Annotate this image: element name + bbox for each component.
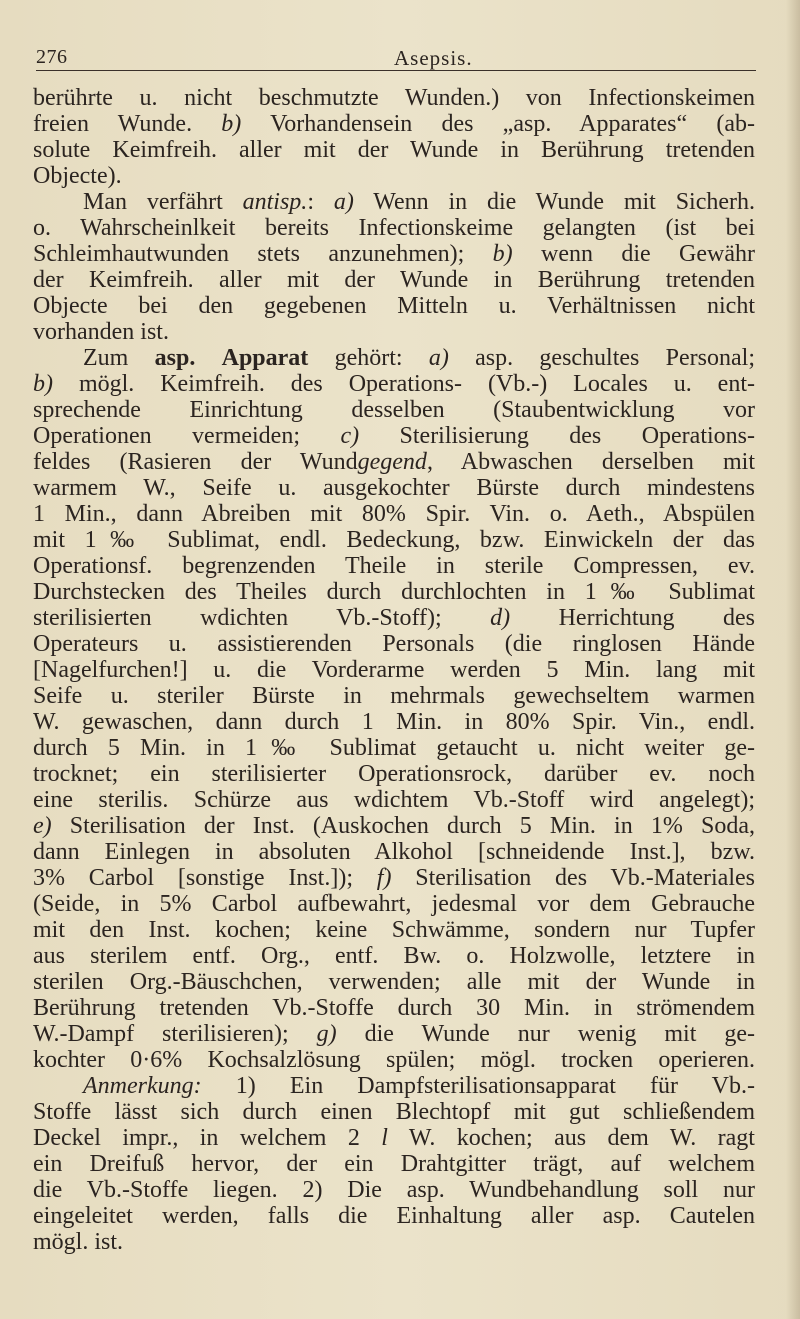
text-line	[33, 293, 755, 319]
text-segment: W. gewaschen, dann durch 1 Min. in 80% Spir. Vin., endl.	[33, 709, 755, 735]
text-line	[33, 111, 755, 137]
text-segment: die Vb.-Stoffe liegen. 2) Die asp. Wundbehandlung soll nur	[33, 1177, 755, 1203]
text-segment: gegend	[357, 449, 427, 475]
text-line	[33, 1073, 755, 1099]
text-segment: , Abwaschen derselben mit	[426, 449, 755, 475]
text-line	[33, 85, 755, 111]
text-line	[33, 891, 755, 917]
text-segment: Operationsf. begrenzenden Theile in sterile Compressen, ev.	[33, 553, 755, 579]
text-segment: mögl. ist.	[33, 1229, 124, 1255]
text-segment: l	[381, 1125, 388, 1151]
text-segment: Sterilisation des Vb.-Materiales	[391, 865, 755, 891]
text-segment: sprechende Einrichtung desselben (Staubentwicklung vor	[33, 397, 755, 423]
text-segment: aus sterilem entf. Org., entf. Bw. o. Holzwolle, letztere in	[33, 943, 755, 969]
text-line	[33, 631, 755, 657]
body-text	[33, 85, 755, 1255]
text-line	[33, 995, 755, 1021]
text-segment: b)	[221, 111, 242, 137]
text-line	[33, 579, 755, 605]
text-segment: Apparat	[221, 345, 309, 371]
running-title: Asepsis.	[394, 46, 473, 70]
text-segment: asp. geschultes Personal;	[448, 345, 755, 371]
text-segment: b)	[33, 371, 53, 397]
text-line	[33, 839, 755, 865]
text-segment: Objecte bei den gegebenen Mitteln u. Verhältnissen nicht	[33, 293, 755, 319]
text-segment: Berührung tretenden Vb.-Stoffe durch 30 Min. in strömendem	[33, 995, 755, 1021]
text-line	[33, 1021, 755, 1047]
text-line	[33, 501, 755, 527]
text-segment: antisp.	[242, 189, 308, 215]
text-line	[33, 267, 755, 293]
text-segment: o. Wahrscheinlkeit bereits Infectionskeime gelangten (ist bei	[33, 215, 755, 241]
text-line	[33, 137, 755, 163]
text-line	[33, 969, 755, 995]
text-line	[33, 1125, 755, 1151]
text-line	[33, 709, 755, 735]
text-line	[33, 163, 755, 189]
text-line	[33, 449, 755, 475]
text-segment: Schleimhautwunden stets anzunehmen);	[33, 241, 493, 267]
text-segment: Deckel impr., in welchem 2	[33, 1125, 382, 1151]
text-line	[33, 605, 755, 631]
text-segment: 1) Ein Dampfsterilisationsapparat für Vb.-	[201, 1073, 755, 1099]
text-segment: Man verfährt	[83, 189, 243, 215]
text-segment: Stoffe lässt sich durch einen Blechtopf mit gut schließendem	[33, 1099, 755, 1125]
text-segment: Operateurs u. assistierenden Personals (die ringlosen Hände	[33, 631, 755, 657]
text-segment: Objecte).	[33, 163, 122, 189]
text-line	[33, 423, 755, 449]
text-segment: trocknet; ein sterilisierter Operationsrock, darüber ev. noch	[33, 761, 755, 787]
text-segment: 1 Min., dann Abreiben mit 80% Spir. Vin. o. Aeth., Abspülen	[33, 501, 755, 527]
text-segment: gehört:	[308, 345, 429, 371]
text-segment: Zum	[83, 345, 155, 371]
text-segment: sterilen Org.-Bäuschchen, verwenden; alle mit der Wunde in	[33, 969, 755, 995]
text-line	[33, 189, 755, 215]
text-segment: berührte u. nicht beschmutzte Wunden.) von Infectionskeimen	[33, 85, 755, 111]
text-line	[33, 553, 755, 579]
text-line	[33, 475, 755, 501]
page-edge-shadow	[786, 0, 800, 1319]
text-line	[33, 1099, 755, 1125]
text-segment: der Keimfreih. aller mit der Wunde in Berührung tretenden	[33, 267, 755, 293]
text-line	[33, 1203, 755, 1229]
text-segment: sterilisierten wdichten Vb.-Stoff);	[33, 605, 491, 631]
text-line	[33, 943, 755, 969]
text-segment: Durchstecken des Theiles durch durchlochten in 1‰ Sublimat	[33, 579, 755, 605]
text-line	[33, 371, 755, 397]
text-segment: e)	[33, 813, 52, 839]
text-segment: b)	[492, 241, 513, 267]
text-segment: c)	[340, 423, 360, 449]
text-line	[33, 1047, 755, 1073]
text-line	[33, 865, 755, 891]
text-segment: (Seide, in 5% Carbol aufbewahrt, jedesmal vor dem Gebrauche	[33, 891, 755, 917]
text-segment: Sterilisierung des Operations-	[359, 423, 755, 449]
text-segment: [Nagelfurchen!] u. die Vorderarme werden 5 Min. lang mit	[33, 657, 755, 683]
text-segment: mögl. Keimfreih. des Operations- (Vb.-) Locales u. ent-	[53, 371, 755, 397]
text-segment: d)	[490, 605, 511, 631]
text-segment: Anmerkung:	[83, 1073, 202, 1099]
text-segment: g)	[316, 1021, 337, 1047]
text-segment: eingeleitet werden, falls die Einhaltung aller asp. Cautelen	[33, 1203, 755, 1229]
text-segment: a)	[428, 345, 449, 371]
text-segment: 3% Carbol [sonstige Inst.]);	[33, 865, 377, 891]
text-line	[33, 735, 755, 761]
text-segment: die Wunde nur wenig mit ge-	[336, 1021, 755, 1047]
text-line	[33, 787, 755, 813]
text-segment: kochter 0·6% Kochsalzlösung spülen; mögl. trocken operieren.	[33, 1047, 755, 1073]
text-line	[33, 1229, 755, 1255]
text-segment: a)	[333, 189, 354, 215]
text-line	[33, 1177, 755, 1203]
text-segment: Wenn in die Wunde mit Sicherh.	[353, 189, 755, 215]
text-segment: Vorhandensein des „asp. Apparates“ (ab-	[241, 111, 755, 137]
text-line	[33, 397, 755, 423]
text-segment	[195, 345, 221, 371]
text-segment: dann Einlegen in absoluten Alkohol [schneidende Inst.], bzw.	[33, 839, 755, 865]
text-line	[33, 345, 755, 371]
text-segment: :	[307, 189, 334, 215]
text-line	[33, 527, 755, 553]
text-segment: W. kochen; aus dem W. ragt	[387, 1125, 755, 1151]
text-segment: Seife u. steriler Bürste in mehrmals gewechseltem warmen	[33, 683, 755, 709]
text-segment: freien Wunde.	[33, 111, 222, 137]
text-segment: Operationen vermeiden;	[33, 423, 341, 449]
text-line	[33, 215, 755, 241]
text-segment: warmem W., Seife u. ausgekochter Bürste durch mindestens	[33, 475, 755, 501]
text-segment: Sterilisation der Inst. (Auskochen durch 5 Min. in 1% Soda,	[51, 813, 755, 839]
text-segment: solute Keimfreih. aller mit der Wunde in Berührung tretenden	[33, 137, 755, 163]
text-segment: eine sterilis. Schürze aus wdichtem Vb.-Stoff wird angelegt);	[33, 787, 755, 813]
text-line	[33, 761, 755, 787]
page-header	[36, 44, 756, 71]
page-number: 276	[36, 46, 68, 68]
text-segment: W.-Dampf sterilisieren);	[33, 1021, 317, 1047]
text-segment: asp.	[154, 345, 196, 371]
text-line	[33, 813, 755, 839]
text-segment: Herrichtung des	[510, 605, 755, 631]
text-line	[33, 241, 755, 267]
text-segment: f)	[376, 865, 392, 891]
text-line	[33, 683, 755, 709]
text-segment: durch 5 Min. in 1‰ Sublimat getaucht u. nicht weiter ge-	[33, 735, 755, 761]
text-segment: vorhanden ist.	[33, 319, 169, 345]
text-line	[33, 657, 755, 683]
text-line	[33, 1151, 755, 1177]
text-line	[33, 917, 755, 943]
text-segment: mit den Inst. kochen; keine Schwämme, sondern nur Tupfer	[33, 917, 755, 943]
text-line	[33, 319, 755, 345]
text-segment: feldes (Rasieren der Wund	[33, 449, 358, 475]
text-segment: ein Dreifuß hervor, der ein Drahtgitter trägt, auf welchem	[33, 1151, 755, 1177]
text-segment: wenn die Gewähr	[512, 241, 755, 267]
text-segment: mit 1‰ Sublimat, endl. Bedeckung, bzw. Einwickeln der das	[33, 527, 755, 553]
